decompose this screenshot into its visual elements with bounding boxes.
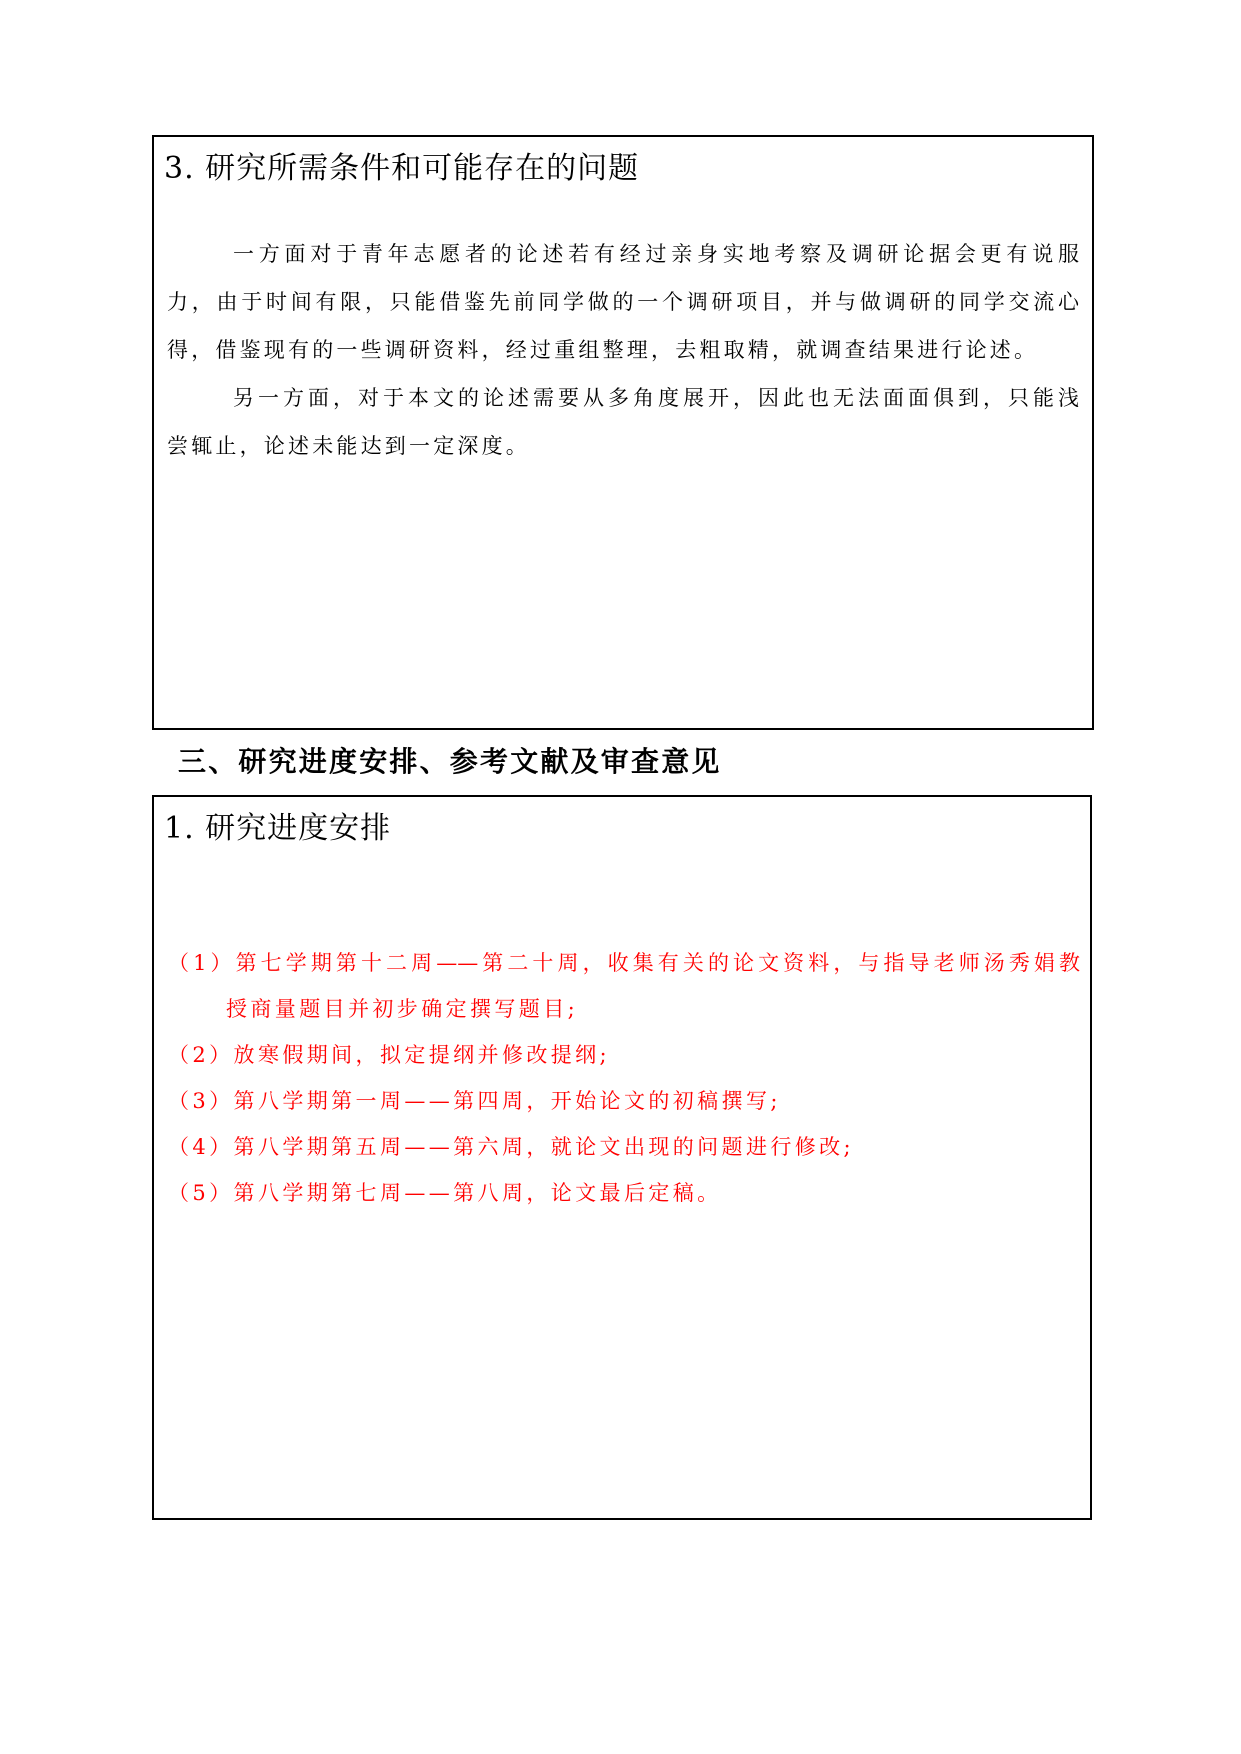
section-3-title: 3. 研究所需条件和可能存在的问题 xyxy=(164,151,640,186)
schedule-box xyxy=(152,795,1092,1520)
paragraph-line: 一方面对于青年志愿者的论述若有经过亲身实地考察及调研论据会更有说服 xyxy=(233,242,1079,266)
paragraph-line: 另一方面，对于本文的论述需要从多角度展开，因此也无法面面俱到，只能浅 xyxy=(233,386,1079,410)
schedule-item-1: （1）第七学期第十二周——第二十周，收集有关的论文资料，与指导老师汤秀娟教 xyxy=(168,951,1080,975)
schedule-item-1-continuation: 授商量题目并初步确定撰写题目; xyxy=(226,997,579,1021)
paragraph-line: 得，借鉴现有的一些调研资料，经过重组整理，去粗取精，就调查结果进行论述。 xyxy=(167,338,1039,362)
paragraph-line: 力，由于时间有限，只能借鉴先前同学做的一个调研项目，并与做调研的同学交流心 xyxy=(167,290,1079,314)
schedule-item-3: （3）第八学期第一周——第四周，开始论文的初稿撰写; xyxy=(168,1089,781,1113)
section-3-box xyxy=(152,135,1094,730)
paragraph-line: 尝辄止，论述未能达到一定深度。 xyxy=(167,434,530,458)
schedule-title: 1. 研究进度安排 xyxy=(164,811,392,846)
schedule-item-2: （2）放寒假期间，拟定提纲并修改提纲; xyxy=(168,1043,611,1067)
schedule-item-4: （4）第八学期第五周——第六周，就论文出现的问题进行修改; xyxy=(168,1135,855,1159)
schedule-item-5: （5）第八学期第七周——第八周，论文最后定稿。 xyxy=(168,1181,722,1205)
part-heading: 三、研究进度安排、参考文献及审查意见 xyxy=(178,745,722,778)
